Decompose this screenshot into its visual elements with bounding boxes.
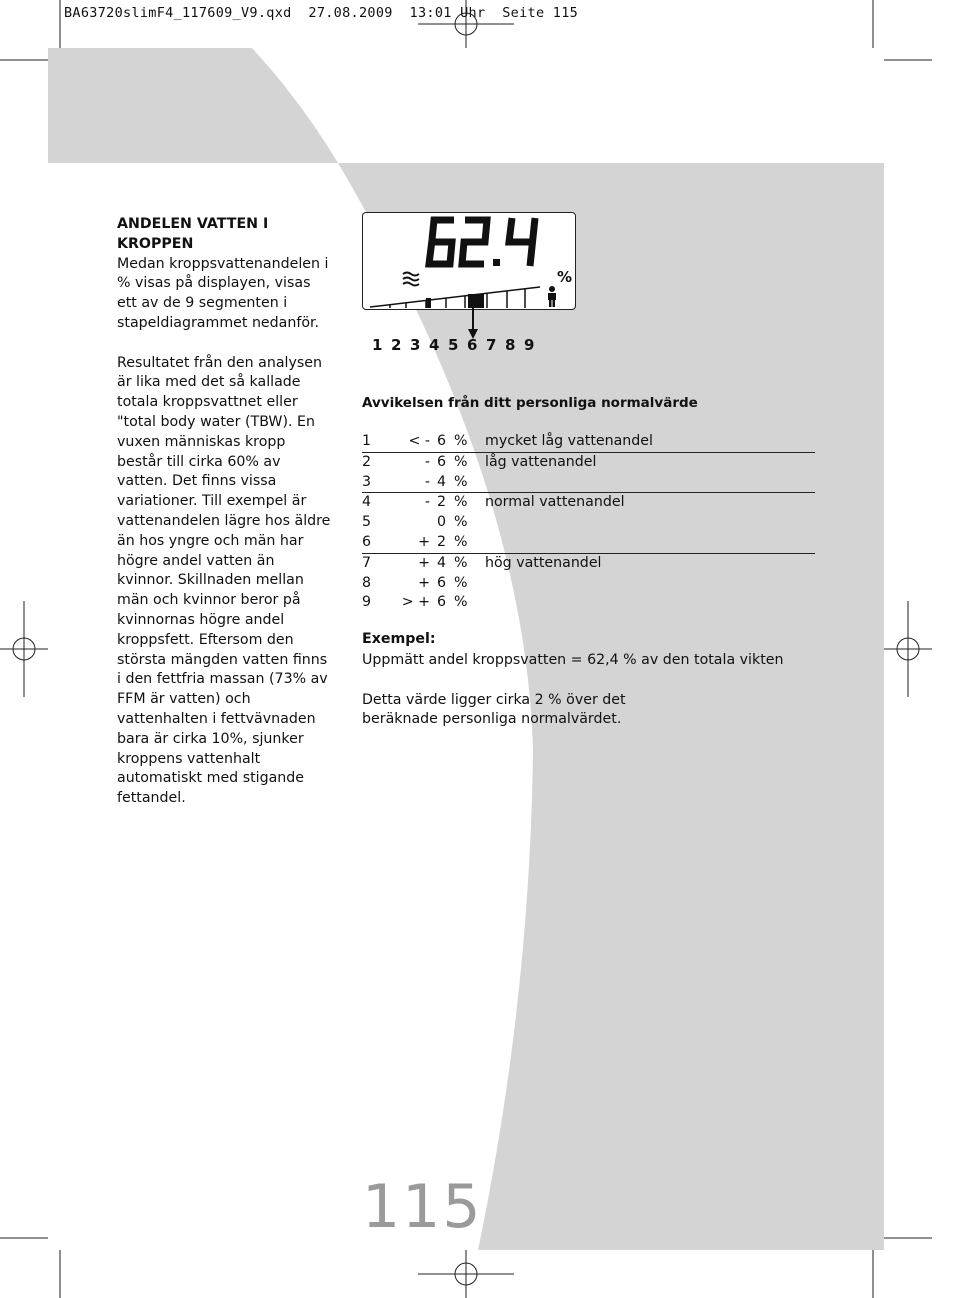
deviation-cell-pct: %: [454, 433, 468, 449]
deviation-cell-val: 4: [436, 554, 446, 571]
deviation-table: [362, 432, 815, 613]
segment-number: 1: [372, 336, 383, 354]
deviation-cell-n: 4: [362, 494, 372, 511]
deviation-row: [362, 493, 815, 513]
deviation-cell-val: 0: [436, 514, 446, 531]
deviation-cell-n: 7: [362, 554, 372, 571]
deviation-row: [362, 574, 815, 594]
segment-numbers: [372, 336, 543, 354]
segment-number: 9: [524, 336, 535, 354]
deviation-cell-desc: mycket låg vattenandel: [485, 433, 653, 449]
example-line: Uppmätt andel kroppsvatten = 62,4 % av den totala vikten: [362, 652, 784, 668]
deviation-row: [362, 432, 815, 453]
deviation-cell-n: 9: [362, 594, 372, 611]
deviation-cell-sign: +: [418, 574, 430, 591]
deviation-cell-pct: %: [454, 453, 468, 470]
segment-number: 3: [410, 336, 421, 354]
segment-number: 4: [429, 336, 440, 354]
deviation-cell-n: 3: [362, 473, 372, 490]
deviation-cell-n: 1: [362, 433, 372, 449]
reading-digits: [429, 218, 535, 266]
decimal-point: [493, 259, 500, 266]
print-file-info: BA63720slimF4_117609_V9.qxd 27.08.2009 13:01 Uhr Seite 115: [64, 5, 579, 21]
deviation-cell-sign: -: [424, 453, 430, 470]
deviation-cell-val: 6: [436, 453, 446, 470]
deviation-cell-pct: %: [454, 473, 468, 490]
deviation-row: [362, 593, 815, 613]
example-line: Detta värde ligger cirka 2 % över det beräknade personliga normalvärdet.: [362, 691, 626, 728]
deviation-cell-pct: %: [454, 594, 468, 611]
segment-number: 8: [505, 336, 516, 354]
segment-number: 2: [391, 336, 402, 354]
example-title: Exempel:: [362, 631, 436, 647]
deviation-cell-sign: -: [424, 494, 430, 511]
person-icon: [548, 286, 556, 307]
deviation-cell-val: 2: [436, 533, 446, 550]
deviation-cell-val: 6: [436, 433, 446, 449]
deviation-cell-sign: < -: [408, 433, 430, 449]
deviation-cell-pct: %: [454, 533, 468, 550]
water-waves-icon: [403, 273, 419, 286]
segment-number: 6: [467, 336, 478, 354]
unit-percent: %: [557, 268, 573, 286]
page-number: 115: [362, 1172, 483, 1242]
segment-number: 5: [448, 336, 459, 354]
deviation-cell-n: 2: [362, 453, 372, 470]
deviation-cell-sign: > +: [401, 594, 430, 611]
tbw-paragraph: Resultatet från den analysen är lika med det så kallade totala kroppsvattnet eller "total body water (TBW). En vuxen människas kropp består till cirka 60% av vatten. Det finns vissa variationer. Till exempel är vattenandelen lägre hos äldre än hos yngre och män har högre andel vatten än kvinnor. Skillnaden mellan män och kvinnor beror på kvinnornas högre andel kroppsfett. Eftersom den största mängden vatten finns i den fettfria massan (73% av FFM är vatten) och vattenhalten i fettvävnaden bara är cirka 10%, sjunker kroppens vattenhalt automatiskt med stigande fettandel.: [117, 354, 331, 807]
deviation-cell-sign: -: [424, 473, 430, 490]
deviation-cell-n: 6: [362, 533, 372, 550]
deviation-cell-pct: %: [454, 574, 468, 591]
water-share-section: [117, 215, 332, 809]
deviation-title: Avvikelsen från ditt personliga normalvärde: [362, 395, 698, 411]
scale-display: [362, 212, 576, 310]
deviation-cell-val: 2: [436, 494, 446, 511]
deviation-cell-sign: +: [418, 554, 430, 571]
deviation-cell-val: 6: [436, 574, 446, 591]
segment-number: 7: [486, 336, 497, 354]
deviation-cell-val: 4: [436, 473, 446, 490]
deviation-cell-desc: normal vattenandel: [485, 494, 625, 511]
deviation-cell-pct: %: [454, 514, 468, 531]
deviation-row: [362, 453, 815, 473]
deviation-cell-desc: låg vattenandel: [485, 453, 597, 470]
segment-bar-graph: [370, 287, 540, 308]
section-heading: ANDELEN VATTEN I KROPPEN: [117, 216, 269, 252]
deviation-cell-sign: +: [418, 533, 430, 550]
deviation-cell-n: 5: [362, 514, 372, 531]
deviation-row: [362, 533, 815, 554]
deviation-cell-val: 6: [436, 594, 446, 611]
deviation-cell-pct: %: [454, 494, 468, 511]
deviation-row: [362, 513, 815, 533]
deviation-cell-pct: %: [454, 554, 468, 571]
deviation-cell-desc: hög vattenandel: [485, 554, 602, 571]
example-text: [362, 651, 822, 730]
deviation-cell-n: 8: [362, 574, 372, 591]
intro-paragraph: Medan kroppsvattenandelen i % visas på displayen, visas ett av de 9 segmenten i stapeldiagrammet nedanför.: [117, 255, 329, 331]
deviation-row: [362, 554, 815, 574]
deviation-row: [362, 473, 815, 494]
